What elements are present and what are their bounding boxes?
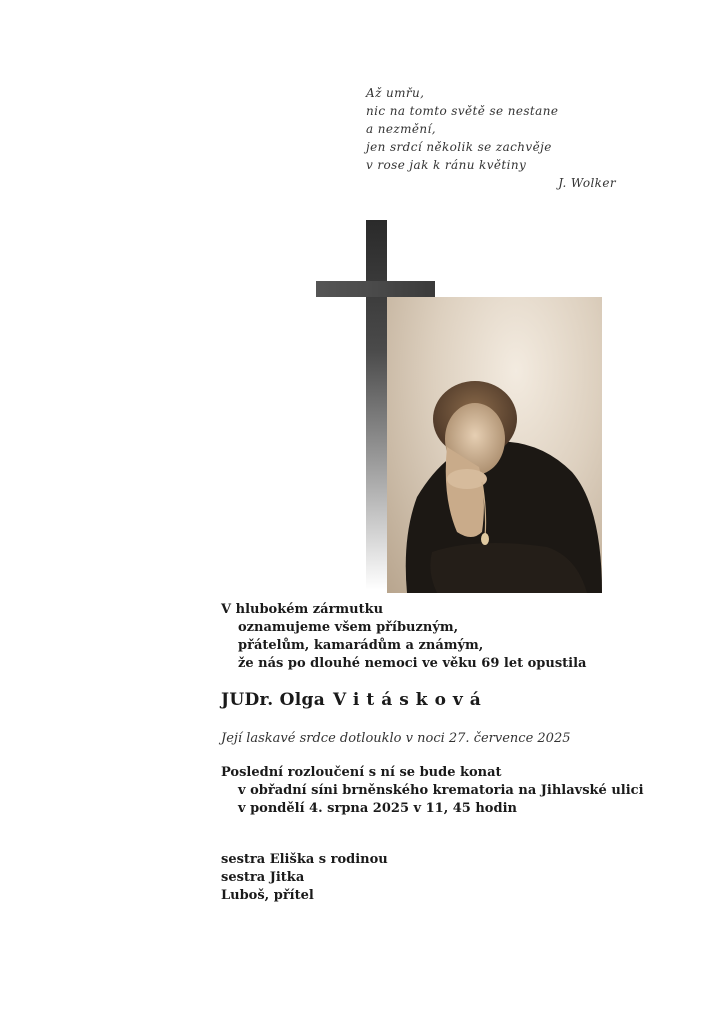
farewell-first-line: Poslední rozloučení s ní se bude konat bbox=[221, 765, 502, 780]
poem bbox=[366, 84, 626, 192]
farewell-info bbox=[221, 764, 701, 818]
poem-author: J. Wolker bbox=[558, 176, 616, 190]
announcement-line: přátelům, kamarádům a známým, bbox=[238, 638, 484, 653]
poem-line: a nezmění, bbox=[366, 122, 436, 136]
announcement-line: že nás po dlouhé nemoci ve věku 69 let opustila bbox=[238, 656, 587, 671]
poem-line: Až umřu, bbox=[366, 86, 425, 100]
mourner: sestra Jitka bbox=[221, 870, 305, 885]
announcement bbox=[221, 601, 701, 673]
announcement-line: oznamujeme všem příbuzným, bbox=[238, 620, 459, 635]
poem-line: jen srdcí několik se zachvěje bbox=[366, 140, 552, 154]
farewell-line: v pondělí 4. srpna 2025 v 11, 45 hodin bbox=[238, 801, 517, 816]
cross-icon bbox=[366, 220, 387, 590]
mourner: Luboš, přítel bbox=[221, 888, 314, 903]
deceased-name bbox=[221, 690, 488, 710]
deceased-title-first: JUDr. Olga bbox=[221, 690, 326, 710]
announcement-first-line: V hlubokém zármutku bbox=[221, 602, 384, 617]
cross-crossbar bbox=[316, 281, 435, 297]
poem-line: nic na tomto světě se nestane bbox=[366, 104, 559, 118]
poem-line: v rose jak k ránu květiny bbox=[366, 158, 527, 172]
farewell-line: v obřadní síni brněnského krematoria na Jihlavské ulici bbox=[238, 783, 644, 798]
portrait-photo bbox=[387, 297, 602, 593]
heart-line: Její laskavé srdce dotlouklo v noci 27. července 2025 bbox=[221, 731, 571, 746]
mourners bbox=[221, 851, 388, 905]
deceased-surname: Vitásková bbox=[333, 690, 488, 710]
mourner: sestra Eliška s rodinou bbox=[221, 852, 388, 867]
